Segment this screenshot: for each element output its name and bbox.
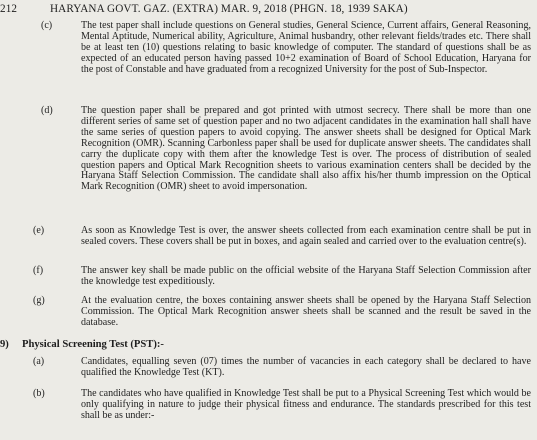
item-d-text: The question paper shall be prepared and got printed with utmost secrecy. There shall be more than one different series of same set of question paper and no two adjacent candidates in the examination hall shall have the same series of question papers to avoid copying. The answer sheets shall be designed for Optical Mark Recognition (OMR). Scanning Carbonless paper shall be used for duplicate answer sheets. The candidates shall carry the duplicate copy with them after the knowledge Test is over. The process of distribution of sealed question papers and Optical Mark Recognition sheets to various examination centers shall be decided by the Haryana Staff Selection Commission. The candidate shall also affix his/her thumb impression on the Optical Mark Recognition (OMR) sheet to avoid impersonation. [81,105,531,193]
item-e-text: As soon as Knowledge Test is over, the answer sheets collected from each examination centre shall be put in sealed covers. These covers shall be put in boxes, and again sealed and carried over to the evaluation centre(s). [81,225,531,247]
section-heading: Physical Screening Test (PST):- [22,339,164,350]
pst-item-a-label: (a) [33,356,45,367]
item-f-text: The answer key shall be made public on the official website of the Haryana Staff Selection Commission after the knowledge test expeditiously. [81,265,531,287]
section-number: 9) [0,339,9,350]
page-header [0,2,537,18]
item-e-label: (e) [33,225,45,236]
item-f-label: (f) [33,265,44,276]
item-d-label: (d) [41,105,53,116]
running-title: HARYANA GOVT. GAZ. (EXTRA) MAR. 9, 2018 (PHGN. 18, 1939 SAKA) [50,3,408,15]
item-g-text: At the evaluation centre, the boxes containing answer sheets shall be opened by the Haryana Staff Selection Commission. The Optical Mark Recognition answer sheets shall be scanned and the result be saved in the database. [81,295,531,328]
pst-item-b-label: (b) [33,388,45,399]
item-g-label: (g) [33,295,45,306]
page-number: 212 [0,3,18,15]
pst-item-a-text: Candidates, equalling seven (07) times the number of vacancies in each category shall be declared to have qualified the Knowledge Test (KT). [81,356,531,378]
pst-item-b-text: The candidates who have qualified in Knowledge Test shall be put to a Physical Screening Test which would be only qualifying in nature to judge their physical fitness and endurance. The standards prescribed for this test shall be as under:- [81,388,531,421]
item-c-label: (c) [41,20,53,31]
item-c-text: The test paper shall include questions on General studies, General Science, Current affairs, General Reasoning, Mental Aptitude, Numerical ability, Agriculture, Animal husbandry, other relevant fields/trades etc. There shall be at least ten (10) questions relating to basic knowledge of computer. The standard of questions shall be as expected of an educated person having passed 10+2 examination of Board of School Education, Haryana for the post of Constable and have graduated from a recognized University for the post of Sub-Inspector. [81,20,531,75]
